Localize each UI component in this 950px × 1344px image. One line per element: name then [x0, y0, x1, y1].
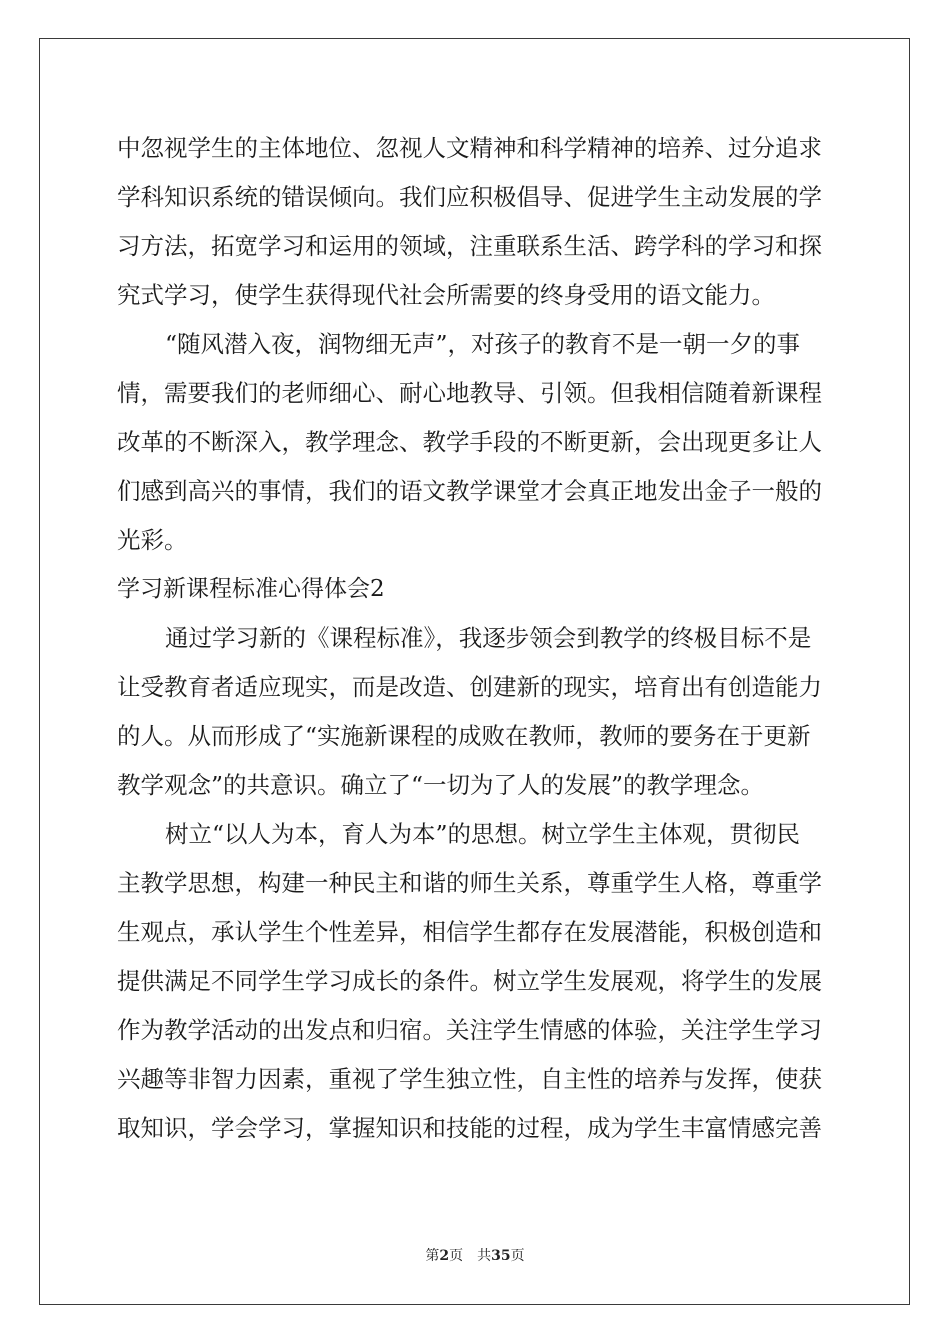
total-suffix: 页 — [510, 1248, 525, 1264]
page-suffix: 页 — [449, 1248, 464, 1264]
section-heading: 学习新课程标准心得体会2 — [117, 576, 385, 602]
page-footer — [0, 1245, 950, 1265]
document-body — [117, 124, 833, 1153]
text-line: 究式学习，使学生获得现代社会所需要的终身受用的语文能力。 — [117, 281, 775, 309]
text-line: 兴趣等非智力因素，重视了学生独立性，自主性的培养与发挥，使获 — [117, 1065, 822, 1093]
text-line: 主教学思想，构建一种民主和谐的师生关系，尊重学生人格，尊重学 — [117, 869, 822, 897]
text-line: 习方法，拓宽学习和运用的领域，注重联系生活、跨学科的学习和探 — [117, 232, 822, 260]
text-line: 让受教育者适应现实，而是改造、创建新的现实，培育出有创造能力 — [117, 673, 822, 701]
text-line: 改革的不断深入，教学理念、教学手段的不断更新，会出现更多让人 — [117, 428, 822, 456]
text-line: 的人。从而形成了“实施新课程的成败在教师，教师的要务在于更新 — [117, 722, 811, 750]
total-pages: 35 — [491, 1248, 511, 1264]
text-line: 情，需要我们的老师细心、耐心地教导、引领。但我相信随着新课程 — [117, 379, 822, 407]
page-number: 2 — [439, 1248, 450, 1264]
text-line: 生观点，承认学生个性差异，相信学生都存在发展潜能，积极创造和 — [117, 918, 822, 946]
text-line: “随风潜入夜，润物细无声”，对孩子的教育不是一朝一夕的事 — [165, 330, 801, 358]
text-line: 通过学习新的《课程标准》，我逐步领会到教学的终极目标不是 — [165, 624, 812, 652]
text-line: 光彩。 — [117, 526, 188, 554]
text-line: 学科知识系统的错误倾向。我们应积极倡导、促进学生主动发展的学 — [117, 183, 822, 211]
text-line: 取知识，学会学习，掌握知识和技能的过程，成为学生丰富情感完善 — [117, 1114, 822, 1142]
text-line: 作为教学活动的出发点和归宿。关注学生情感的体验，关注学生学习 — [117, 1016, 822, 1044]
text-line: 们感到高兴的事情，我们的语文教学课堂才会真正地发出金子一般的 — [117, 477, 822, 505]
text-line: 提供满足不同学生学习成长的条件。树立学生发展观，将学生的发展 — [117, 967, 822, 995]
page-prefix: 第 — [425, 1248, 440, 1264]
text-line: 教学观念”的共意识。确立了“一切为了人的发展”的教学理念。 — [117, 771, 765, 799]
total-prefix: 共 — [477, 1248, 492, 1264]
text-line: 中忽视学生的主体地位、忽视人文精神和科学精神的培养、过分追求 — [117, 134, 822, 162]
text-line: 树立“以人为本，育人为本”的思想。树立学生主体观，贯彻民 — [165, 820, 801, 848]
